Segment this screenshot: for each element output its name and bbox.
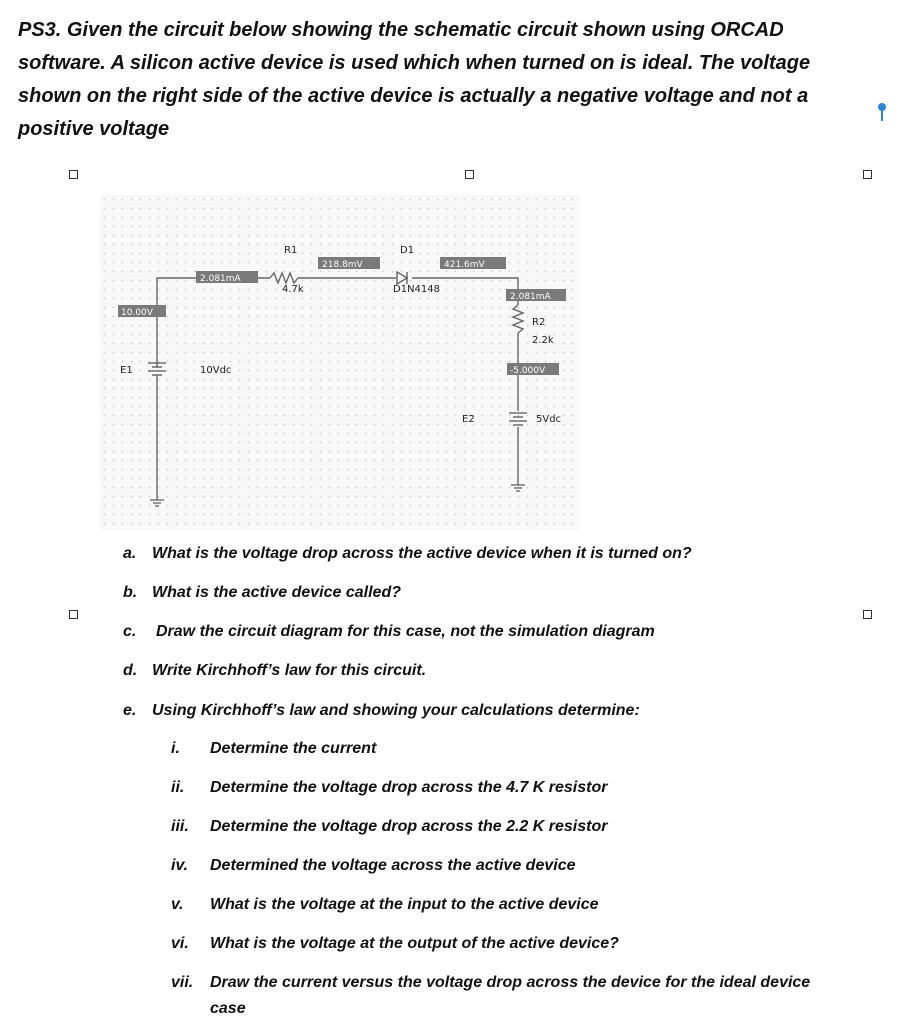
subquestion-text: What is the voltage at the output of the active device? [210,935,619,952]
question-marker: c. [123,623,137,640]
svg-text:218.8mV: 218.8mV [322,260,363,270]
resize-handle-top-right[interactable] [863,170,872,179]
subquestion-iii [171,818,607,836]
probe-e2-voltage [507,363,559,376]
circuit-svg [100,195,580,530]
probe-r1-voltage [318,257,380,270]
question-c [123,623,655,641]
e1-value: 10Vdc [200,365,232,376]
question-marker: e. [123,702,137,719]
question-text: Using Kirchhoff’s law and showing your calculations determine: [152,702,640,719]
diode-symbol [397,272,407,284]
subquestion-marker: iii. [171,818,189,835]
e2-value: 5Vdc [536,414,562,425]
question-e [123,702,640,720]
question-a [123,545,692,563]
subquestion-iv [171,857,575,875]
resize-handle-mid-right[interactable] [863,610,872,619]
question-text: What is the active device called? [152,584,401,601]
subquestion-marker: v. [171,896,184,913]
subquestion-marker: ii. [171,779,185,796]
r2-name: R2 [532,317,546,328]
problem-title: PS3. Given the circuit below showing the schematic circuit shown using ORCAD software. A silicon active device is used which when turned on is ideal. The voltage shown on the right side of the active device is actually a negative voltage and not a positive voltage [18,19,811,140]
d1-model: D1N4148 [393,284,440,295]
probe-left-voltage [118,305,166,318]
svg-text:10.00V: 10.00V [121,308,153,318]
question-marker: b. [123,584,138,601]
subquestion-marker: i. [171,740,180,757]
probe-d1-voltage [440,257,506,270]
e1-name: E1 [120,365,133,376]
subquestion-i [171,740,376,758]
circuit-diagram[interactable] [100,195,580,530]
question-text: Draw the circuit diagram for this case, not the simulation diagram [156,623,655,640]
r1-value: 4.7k [282,284,304,295]
svg-text:-5.000V: -5.000V [510,366,546,376]
e2-name: E2 [462,414,475,425]
subquestion-vi [171,935,619,953]
subquestion-marker: vii. [171,974,194,991]
svg-text:421.6mV: 421.6mV [444,260,485,270]
subquestion-text: case [210,1000,246,1017]
question-d [123,662,426,680]
subquestion-marker: vi. [171,935,189,952]
e2-battery-symbol [509,413,527,425]
subquestion-text: Determine the current [210,740,377,757]
probe-left-current [196,271,258,284]
svg-text:2.081mA: 2.081mA [200,274,241,284]
pin-icon[interactable] [876,102,888,122]
svg-text:2.081mA: 2.081mA [510,292,551,302]
subquestion-vii-continuation [210,1000,246,1018]
subquestion-text: Draw the current versus the voltage drop across the device for the ideal device [210,974,811,991]
r2-value: 2.2k [532,335,554,346]
resize-handle-mid-left[interactable] [69,610,78,619]
question-marker: d. [123,662,138,679]
subquestion-vii [171,974,810,992]
resize-handle-top-left[interactable] [69,170,78,179]
r1-name: R1 [284,245,298,256]
subquestion-text: Determine the voltage drop across the 2.2 K resistor [210,818,608,835]
ground-symbol-left [150,500,164,506]
resize-handle-top-center[interactable] [465,170,474,179]
subquestion-text: What is the voltage at the input to the active device [210,896,599,913]
question-text: Write Kirchhoff’s law for this circuit. [152,662,427,679]
ground-symbol-right [511,485,525,491]
probe-right-current [506,289,566,302]
subquestion-text: Determine the voltage drop across the 4.7 K resistor [210,779,608,796]
subquestion-text: Determined the voltage across the active device [210,857,576,874]
subquestion-ii [171,779,607,797]
question-text: What is the voltage drop across the active device when it is turned on? [152,545,692,562]
question-marker: a. [123,545,137,562]
question-b [123,584,401,602]
subquestion-v [171,896,599,914]
d1-name: D1 [400,245,415,256]
subquestion-marker: iv. [171,857,188,874]
